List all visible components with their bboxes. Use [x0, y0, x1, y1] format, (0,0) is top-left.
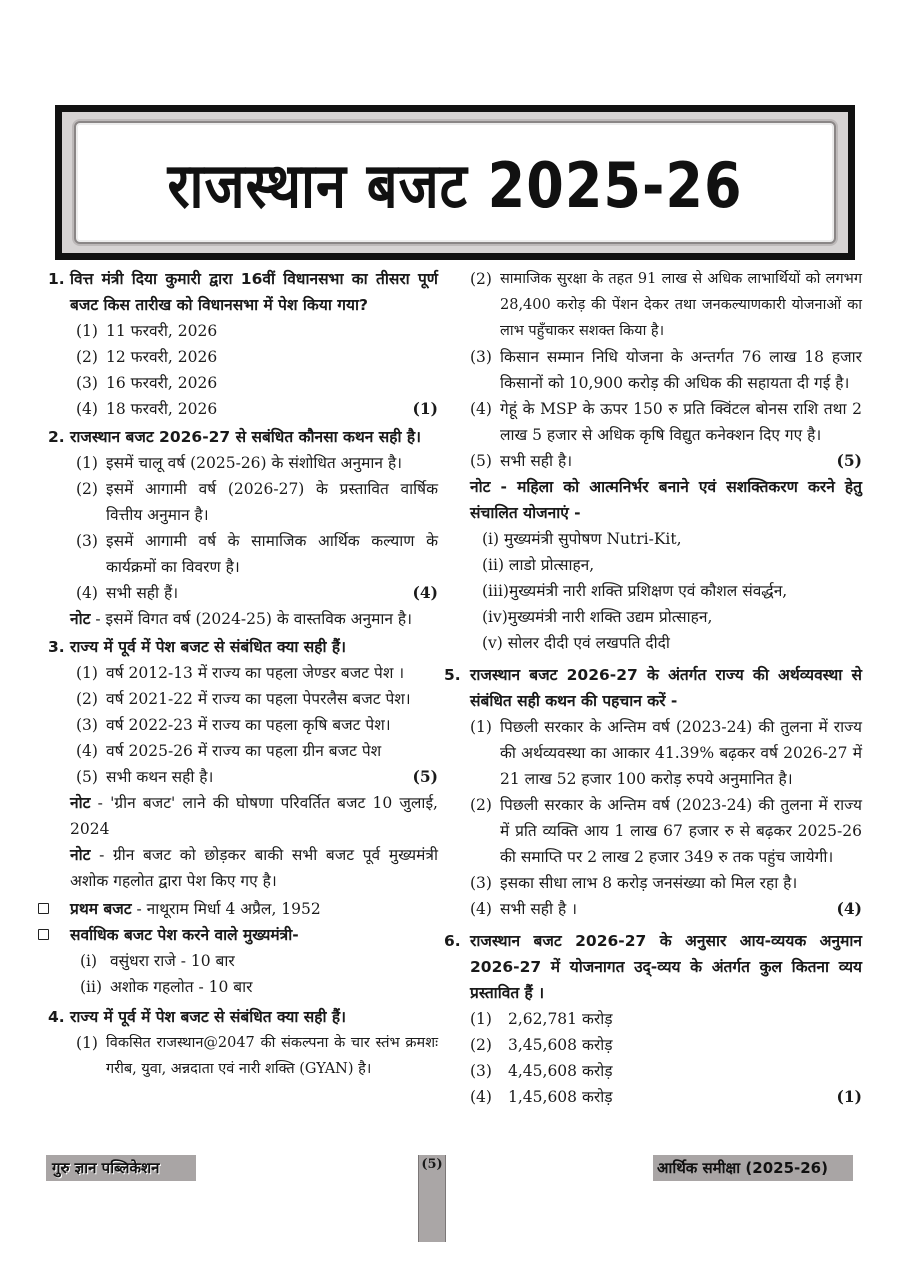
- question-2: [48, 424, 438, 632]
- note-text: - 'ग्रीन बजट' लाने की घोषणा परिवर्तित बजट 10 जुलाई, 2024: [70, 794, 438, 838]
- options-list: [76, 450, 438, 606]
- question-text: राजस्थान बजट 2026-27 के अंतर्गत राज्य की अर्थव्यवस्था से संबंधित सही कथन की पहचान करें -: [470, 666, 862, 710]
- item-text: अशोक गहलोत - 10 बार: [110, 978, 253, 996]
- option-text: 18 फरवरी, 2026: [106, 400, 218, 418]
- question-5: [444, 662, 862, 922]
- option-text: किसान सम्मान निधि योजना के अन्तर्गत 76 लाख 18 हजार किसानों को 10,900 करोड़ की अधिक की सहायता दी गई है।: [500, 348, 862, 392]
- option-text: पिछली सरकार के अन्तिम वर्ष (2023-24) की तुलना में राज्य की अर्थव्यवस्था का आकार 41.39% बढ़कर वर्ष 2026-27 में 21 लाख 52 हजार 100 करोड़ रुपये अनुमानित है।: [500, 718, 862, 788]
- answer-key: (1): [412, 399, 438, 418]
- option: [76, 686, 438, 712]
- question-text: राज्य में पूर्व में पेश बजट से संबंधित क्या सही हैं।: [70, 1008, 346, 1026]
- option-number: (1): [76, 1034, 98, 1052]
- options-list: [76, 1030, 438, 1082]
- option: [76, 370, 438, 396]
- option-text: 3,45,608 करोड़: [508, 1036, 613, 1054]
- option-number: (2): [470, 270, 492, 288]
- note-text: - ग्रीन बजट को छोड़कर बाकी सभी बजट पूर्व मुख्यमंत्री अशोक गहलोत द्वारा पेश किए गए है।: [70, 846, 438, 890]
- question-6: [444, 928, 862, 1110]
- option: [470, 870, 862, 896]
- fact-text: - नाथूराम मिर्धा 4 अप्रैल, 1952: [131, 900, 321, 918]
- options-list: [76, 660, 438, 790]
- cm-item: [80, 974, 438, 1000]
- option-text: सभी सही है।: [500, 452, 573, 470]
- option-text: सामाजिक सुरक्षा के तहत 91 लाख से अधिक लाभार्थियों को लगभग 28,400 करोड़ की पेंशन देकर तथा जनकल्याणकारी योजनाओं का लाभ पहुँचाकर सशक्त किया है।: [500, 271, 862, 339]
- option: [470, 266, 862, 344]
- option-text: सभी सही हैं।: [106, 584, 179, 602]
- note: [70, 606, 438, 632]
- option-number: (2): [76, 480, 98, 498]
- option: [470, 1058, 862, 1084]
- option-number: (4): [470, 900, 492, 918]
- option-number: (2): [470, 1036, 492, 1054]
- option: [76, 450, 438, 476]
- right-column: [444, 266, 862, 1112]
- option-text: 12 फरवरी, 2026: [106, 348, 218, 366]
- answer-key: (5): [836, 451, 862, 470]
- options-list: [470, 266, 862, 474]
- option: [76, 344, 438, 370]
- note: [70, 790, 438, 842]
- option: [76, 764, 438, 790]
- option: [470, 1032, 862, 1058]
- option-text: पिछली सरकार के अन्तिम वर्ष (2023-24) की तुलना में राज्य में प्रति व्यक्ति आय 1 लाख 67 हजार रु से बढ़कर 2025-26 की समाप्ति पर 2 लाख 2 हजार 349 रु तक पहुंच जायेगी।: [500, 796, 862, 866]
- option-text: इसमें आगामी वर्ष (2026-27) के प्रस्तावित वार्षिक वित्तीय अनुमान है।: [106, 480, 438, 524]
- note-text: - महिला को आत्मनिर्भर बनाने एवं सशक्तिकरण करने हेतु संचालित योजनाएं -: [470, 478, 862, 522]
- option-number: (1): [470, 1010, 492, 1028]
- option-text: वर्ष 2021-22 में राज्य का पहला पेपरलैस बजट पेश।: [106, 690, 411, 708]
- options-list: [470, 714, 862, 922]
- option-text: वर्ष 2025-26 में राज्य का पहला ग्रीन बजट पेश: [106, 742, 382, 760]
- banner-border: [62, 112, 848, 253]
- option-text: 16 फरवरी, 2026: [106, 374, 218, 392]
- option: [470, 344, 862, 396]
- scheme-item: (iv)मुख्यमंत्री नारी शक्ति उद्यम प्रोत्साहन,: [482, 608, 713, 626]
- note-label: नोट: [70, 846, 91, 864]
- banner-frame: [74, 121, 836, 244]
- option-text: वर्ष 2012-13 में राज्य का पहला जेण्डर बजट पेश ।: [106, 664, 405, 682]
- option-number: (3): [76, 374, 98, 392]
- item-number: (ii): [80, 978, 103, 996]
- fact-label: सर्वाधिक बजट पेश करने वाले मुख्यमंत्री-: [70, 926, 299, 944]
- option-text: इसका सीधा लाभ 8 करोड़ जनसंख्या को मिल रहा है।: [500, 874, 798, 892]
- title-banner: [55, 105, 855, 260]
- option-number: (3): [470, 348, 492, 366]
- option: [76, 1030, 438, 1082]
- question-1: [48, 266, 438, 422]
- option-number: (4): [76, 742, 98, 760]
- option-number: (3): [470, 874, 492, 892]
- note-label: नोट: [70, 794, 91, 812]
- note-label: नोट: [70, 610, 91, 628]
- note-text: - इसमें विगत वर्ष (2024-25) के वास्तविक अनुमान है।: [90, 610, 413, 628]
- option: [470, 396, 862, 448]
- option-text: वर्ष 2022-23 में राज्य का पहला कृषि बजट पेश।: [106, 716, 391, 734]
- option-number: (5): [76, 768, 98, 786]
- option: [76, 580, 438, 606]
- question-4: [48, 1004, 438, 1082]
- page-number: (5): [418, 1155, 446, 1242]
- option: [470, 1006, 862, 1032]
- note: [470, 474, 862, 526]
- left-column: [48, 266, 438, 1084]
- item-text: वसुंधरा राजे - 10 बार: [110, 952, 235, 970]
- options-list: [76, 318, 438, 422]
- option: [470, 1084, 862, 1110]
- fact-first-budget: [48, 896, 438, 922]
- publisher-label: गुरु ज्ञान पब्लिकेशन: [46, 1155, 196, 1181]
- item-number: (i): [80, 952, 98, 970]
- scheme-item: (ii) लाडो प्रोत्साहन,: [482, 556, 595, 574]
- option-number: (3): [470, 1062, 492, 1080]
- question-text: राज्य में पूर्व में पेश बजट से संबंधित क्या सही हैं।: [70, 638, 346, 656]
- option-text: विकसित राजस्थान@2047 की संकल्पना के चार स्तंभ क्रमशः गरीब, युवा, अन्नदाता एवं नारी शक्ति (GYAN) है।: [106, 1035, 438, 1077]
- checkbox-bullet-icon: [38, 903, 49, 914]
- question-text: वित्त मंत्री दिया कुमारी द्वारा 16वीं विधानसभा का तीसरा पूर्ण बजट किस तारीख को विधानसभा में पेश किया गया?: [70, 270, 438, 314]
- option-text: गेहूं के MSP के ऊपर 150 रु प्रति क्विंटल बोनस राशि तथा 2 लाख 5 हजार से अधिक कृषि विद्युत कनेक्शन दिए गए है।: [500, 400, 862, 444]
- scheme-item: (iii)मुख्यमंत्री नारी शक्ति प्रशिक्षण एवं कौशल संवर्द्धन,: [482, 582, 788, 600]
- option-number: (3): [76, 532, 98, 550]
- cm-list: [48, 948, 438, 1000]
- question-3: [48, 634, 438, 894]
- question-number: 2.: [48, 428, 65, 446]
- option: [76, 396, 438, 422]
- answer-key: (5): [412, 767, 438, 786]
- option: [470, 792, 862, 870]
- option-number: (2): [76, 690, 98, 708]
- schemes-list: [470, 526, 862, 656]
- option: [76, 660, 438, 686]
- book-title-label: आर्थिक समीक्षा (2025-26): [653, 1155, 853, 1181]
- option-number: (2): [76, 348, 98, 366]
- note: [70, 842, 438, 894]
- option-number: (4): [76, 400, 98, 418]
- options-list: [470, 1006, 862, 1110]
- option-number: (4): [470, 400, 492, 418]
- option-number: (1): [76, 664, 98, 682]
- page-title: राजस्थान बजट 2025-26: [167, 149, 743, 222]
- question-number: 3.: [48, 638, 65, 656]
- option: [470, 448, 862, 474]
- option-text: इसमें आगामी वर्ष के सामाजिक आर्थिक कल्याण के कार्यक्रमों का विवरण है।: [106, 532, 438, 576]
- option-number: (3): [76, 716, 98, 734]
- answer-key: (1): [836, 1087, 862, 1106]
- option: [76, 318, 438, 344]
- answer-key: (4): [836, 899, 862, 918]
- option-text: सभी कथन सही है।: [106, 768, 214, 786]
- option-number: (1): [76, 322, 98, 340]
- option-text: 2,62,781 करोड़: [508, 1010, 613, 1028]
- option-text: 1,45,608 करोड़: [508, 1088, 613, 1106]
- option-text: 11 फरवरी, 2026: [106, 322, 218, 340]
- option: [470, 896, 862, 922]
- option-text: सभी सही है ।: [500, 900, 577, 918]
- option-text: 4,45,608 करोड़: [508, 1062, 613, 1080]
- option-number: (2): [470, 796, 492, 814]
- question-number: 4.: [48, 1008, 65, 1026]
- option-number: (1): [470, 718, 492, 736]
- question-4-continued: [470, 266, 862, 656]
- note-label: नोट: [470, 478, 491, 496]
- scheme-item: (v) सोलर दीदी एवं लखपति दीदी: [482, 634, 670, 652]
- option-number: (5): [470, 452, 492, 470]
- option: [76, 476, 438, 528]
- option: [76, 738, 438, 764]
- question-number: 6.: [444, 932, 461, 950]
- scheme-item: (i) मुख्यमंत्री सुपोषण Nutri-Kit,: [482, 530, 682, 548]
- question-text: राजस्थान बजट 2026-27 से सबंधित कौनसा कथन सही है।: [70, 428, 422, 446]
- option-number: (4): [76, 584, 98, 602]
- question-number: 1.: [48, 270, 65, 288]
- fact-label: प्रथम बजट: [70, 900, 132, 918]
- option-number: (1): [76, 454, 98, 472]
- answer-key: (4): [412, 583, 438, 602]
- option: [76, 528, 438, 580]
- option: [470, 714, 862, 792]
- question-number: 5.: [444, 666, 461, 684]
- fact-most-budgets: [48, 922, 438, 948]
- checkbox-bullet-icon: [38, 929, 49, 940]
- question-text: राजस्थान बजट 2026-27 के अनुसार आय-व्ययक अनुमान 2026-27 में योजनागत उद्-व्यय के अंतर्गत कुल कितना व्यय प्रस्तावित हैं ।: [470, 932, 862, 1002]
- option: [76, 712, 438, 738]
- cm-item: [80, 948, 438, 974]
- option-text: इसमें चालू वर्ष (2025-26) के संशोधित अनुमान है।: [106, 454, 403, 472]
- option-number: (4): [470, 1088, 492, 1106]
